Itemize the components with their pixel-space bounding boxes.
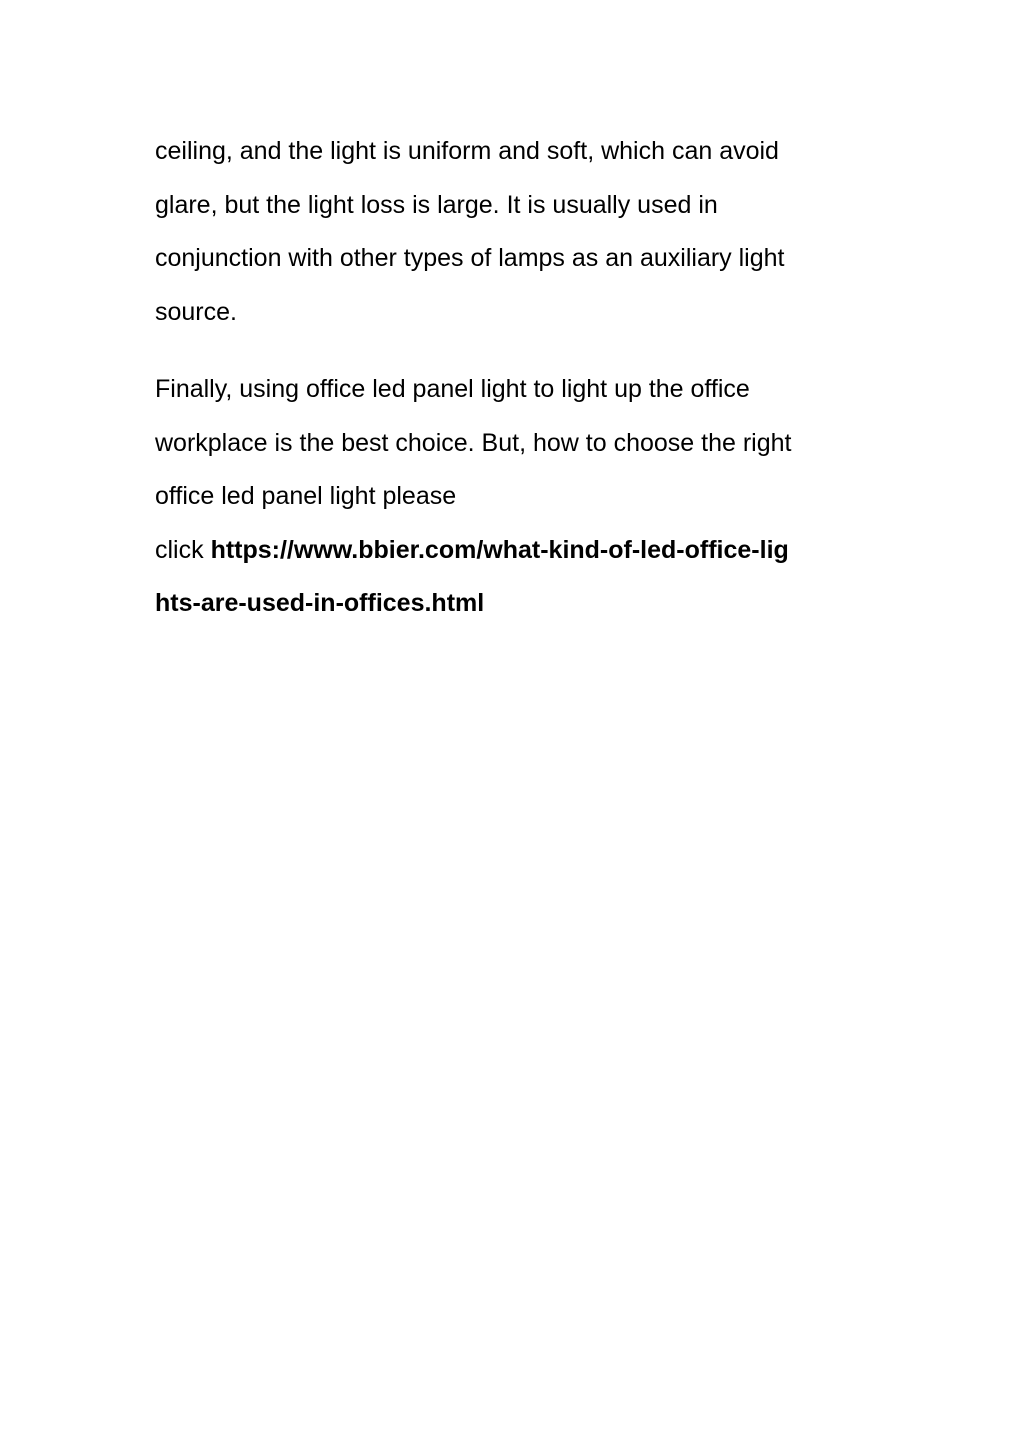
paragraph-2 xyxy=(155,363,875,631)
paragraph-2-line: workplace is the best choice. But, how to choose the right xyxy=(155,428,792,457)
article-link-part-1[interactable]: https://www.bbier.com/what-kind-of-led-office-lig xyxy=(210,535,789,564)
paragraph-1-line: conjunction with other types of lamps as an auxiliary light xyxy=(155,244,785,272)
click-link-line xyxy=(155,524,875,578)
paragraph-spacer xyxy=(155,339,875,363)
article-link-part-2[interactable]: hts-are-used-in-offices.html xyxy=(155,589,485,617)
click-label: click xyxy=(155,535,204,564)
paragraph-2-line: Finally, using office led panel light to light up the office xyxy=(155,375,750,403)
body-text xyxy=(155,125,875,631)
paragraph-2-line: office led panel light please xyxy=(155,482,457,510)
click-link-line-continued xyxy=(155,577,875,631)
paragraph-1-line: ceiling, and the light is uniform and soft, which can avoid xyxy=(155,137,779,165)
paragraph-1-line: source. xyxy=(155,297,237,326)
paragraph-1-line: glare, but the light loss is large. It is usually used in xyxy=(155,190,718,219)
paragraph-1 xyxy=(155,125,875,339)
